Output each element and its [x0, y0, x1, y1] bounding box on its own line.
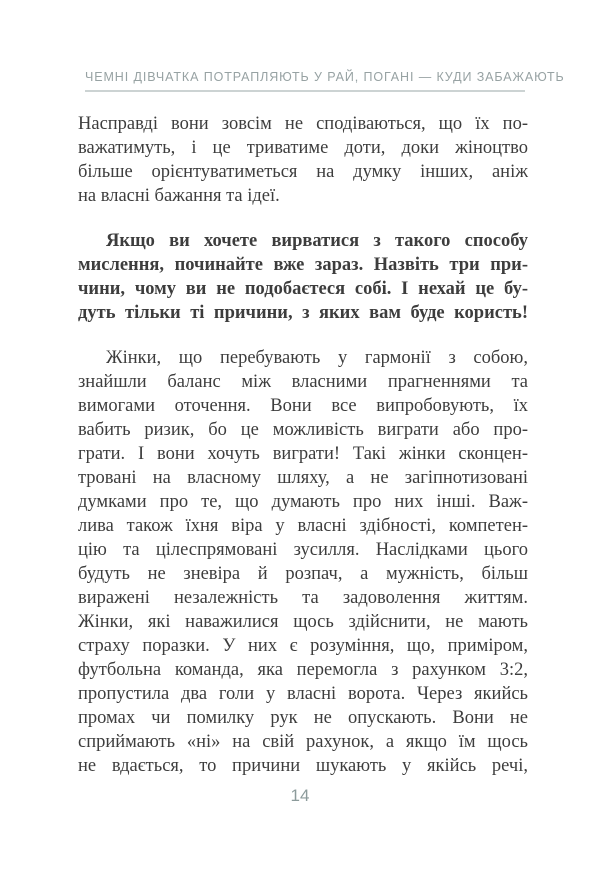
body-paragraph	[78, 112, 528, 208]
text-line: дуть тільки ті причини, з яких вам буде користь!	[78, 303, 528, 323]
text-line: Якщо ви хочете вирватися з такого способу	[106, 231, 528, 251]
text-line: мислення, починайте вже зараз. Назвіть три при-	[78, 255, 528, 275]
body-paragraph	[78, 346, 528, 778]
text-line: Жінки, що перебувають у гармонії з собою,	[106, 348, 528, 368]
running-header	[85, 70, 565, 92]
emphasis-paragraph	[78, 229, 528, 325]
text-line: грати. І вони хочуть виграти! Такі жінки сконцен-	[78, 444, 528, 464]
chapter-title: ЧЕМНІ ДІВЧАТКА ПОТРАПЛЯЮТЬ У РАЙ, ПОГАНІ — КУДИ ЗАБАЖАЮТЬ	[85, 70, 565, 84]
text-line: вабить ризик, бо це можливість виграти або про-	[78, 420, 528, 440]
text-line: знайшли баланс між власними прагненнями та	[78, 372, 528, 392]
text-line: Насправді вони зовсім не сподіваються, що їх по-	[78, 114, 528, 134]
text-line: Жінки, які наважилися щось здійснити, не мають	[78, 612, 528, 632]
text-line: більше орієнтуватиметься на думку інших, аніж	[78, 162, 528, 182]
text-line: сприймають «ні» на свій рахунок, а якщо їм щось	[78, 732, 528, 752]
page-footer	[0, 786, 600, 806]
text-line: думками про те, що думають про них інші. Важ-	[78, 492, 528, 512]
text-line: футбольна команда, яка перемогла з рахунком 3:2,	[78, 660, 528, 680]
header-rule	[85, 90, 525, 92]
text-line: тровані на власному шляху, а не загіпнотизовані	[78, 468, 528, 488]
text-line: пропустила два голи у власні ворота. Через якийсь	[78, 684, 528, 704]
text-line: виражені незалежність та задоволення життям.	[78, 588, 528, 608]
text-line: страху поразки. У них є розуміння, що, приміром,	[78, 636, 528, 656]
text-line: на власні бажання та ідеї.	[78, 186, 280, 206]
page-body	[78, 112, 528, 799]
text-line: будуть не зневіра й розпач, а мужність, більш	[78, 564, 528, 584]
text-line: лива також їхня віра у власні здібності, компетен-	[78, 516, 528, 536]
text-line: чини, чому ви не подобаєтеся собі. І нехай це бу-	[78, 279, 528, 299]
page-number: 14	[290, 786, 310, 805]
text-line: важатимуть, і це триватиме доти, доки жіноцтво	[78, 138, 528, 158]
text-line: вимогами оточення. Вони все випробовують, їх	[78, 396, 528, 416]
text-line: не вдається, то причини шукають у якійсь речі,	[78, 756, 528, 776]
text-line: промах чи помилку рук не опускають. Вони не	[78, 708, 528, 728]
text-line: цію та цілеспрямовані зусилля. Наслідками цього	[78, 540, 528, 560]
